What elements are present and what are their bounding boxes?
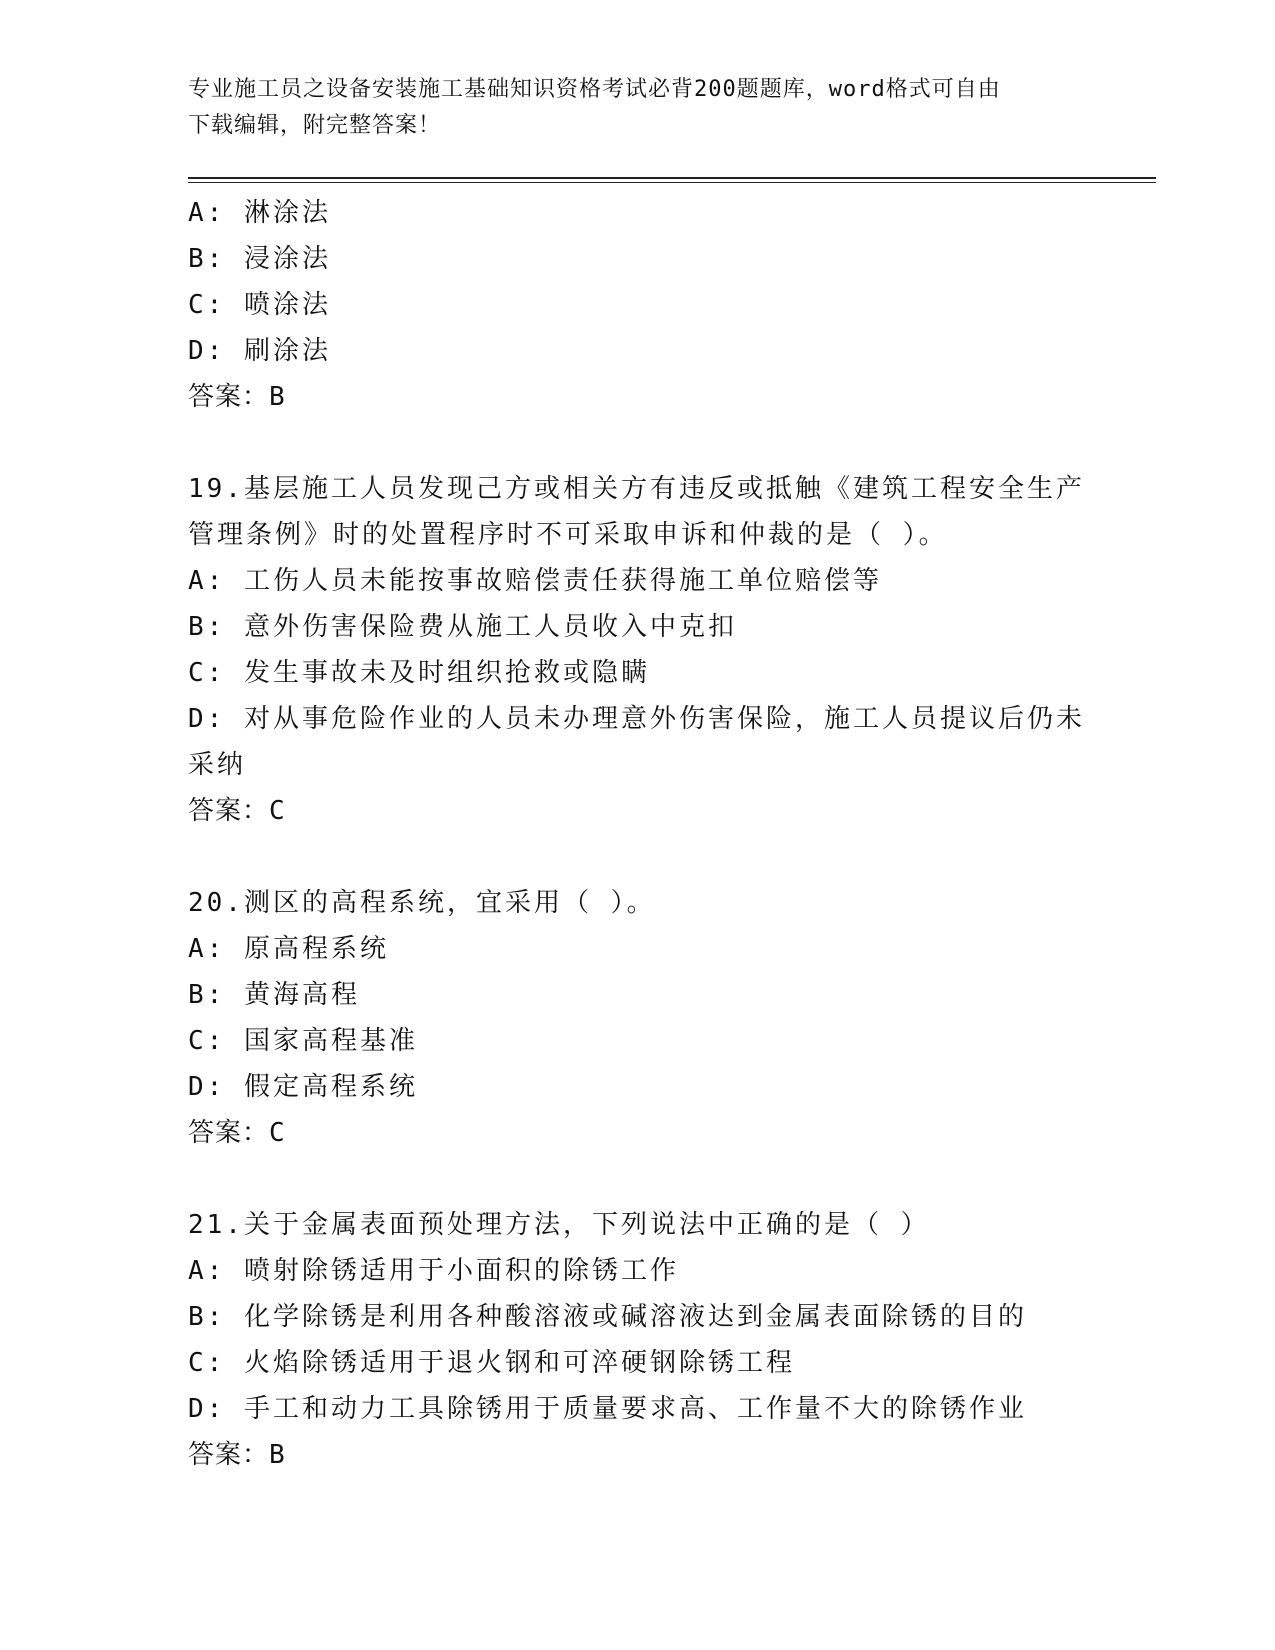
document-header bbox=[188, 72, 1068, 144]
question-text: 20.测区的高程系统，宜采用（ ）。 bbox=[188, 888, 656, 918]
answer-label: 答案：C bbox=[188, 796, 286, 826]
question-text-line-2: 管理条例》时的处置程序时不可采取申诉和仲裁的是（ ）。 bbox=[188, 520, 948, 550]
header-line-2: 下载编辑，附完整答案！ bbox=[188, 113, 442, 138]
question-block-18 bbox=[188, 190, 1088, 420]
question-block-19 bbox=[188, 466, 1088, 834]
question-text: 21.关于金属表面预处理方法，下列说法中正确的是（ ） bbox=[188, 1210, 930, 1240]
header-line-1: 专业施工员之设备安装施工基础知识资格考试必背200题题库，word格式可自由 bbox=[188, 77, 1001, 102]
option-a: A: 淋涂法 bbox=[188, 198, 331, 228]
question-list bbox=[188, 190, 1088, 1478]
answer-label: 答案：B bbox=[188, 1440, 286, 1470]
option-d-line-2: 采纳 bbox=[188, 750, 247, 780]
option-b: B: 化学除锈是利用各种酸溶液或碱溶液达到金属表面除锈的目的 bbox=[188, 1302, 1027, 1332]
option-d: D: 刷涂法 bbox=[188, 336, 331, 366]
option-c: C: 发生事故未及时组织抢救或隐瞒 bbox=[188, 658, 650, 688]
option-a: A: 工伤人员未能按事故赔偿责任获得施工单位赔偿等 bbox=[188, 566, 882, 596]
question-block-21 bbox=[188, 1202, 1088, 1478]
spacer bbox=[188, 420, 1088, 466]
answer-label: 答案：C bbox=[188, 1118, 286, 1148]
option-b: B: 浸涂法 bbox=[188, 244, 331, 274]
option-b: B: 意外伤害保险费从施工人员收入中克扣 bbox=[188, 612, 737, 642]
question-text-line-1: 19.基层施工人员发现己方或相关方有违反或抵触《建筑工程安全生产 bbox=[188, 474, 1085, 504]
option-a: A: 原高程系统 bbox=[188, 934, 389, 964]
header-divider-thick bbox=[188, 177, 1156, 179]
option-c: C: 国家高程基准 bbox=[188, 1026, 418, 1056]
option-c: C: 喷涂法 bbox=[188, 290, 331, 320]
option-a: A: 喷射除锈适用于小面积的除锈工作 bbox=[188, 1256, 679, 1286]
question-block-20 bbox=[188, 880, 1088, 1156]
header-divider-thin bbox=[188, 182, 1156, 183]
option-c: C: 火焰除锈适用于退火钢和可淬硬钢除锈工程 bbox=[188, 1348, 795, 1378]
option-d: D: 手工和动力工具除锈用于质量要求高、工作量不大的除锈作业 bbox=[188, 1394, 1027, 1424]
spacer bbox=[188, 834, 1088, 880]
answer-label: 答案：B bbox=[188, 382, 286, 412]
option-d: D: 假定高程系统 bbox=[188, 1072, 418, 1102]
spacer bbox=[188, 1156, 1088, 1202]
option-d-line-1: D: 对从事危险作业的人员未办理意外伤害保险，施工人员提议后仍未 bbox=[188, 704, 1085, 734]
option-b: B: 黄海高程 bbox=[188, 980, 360, 1010]
